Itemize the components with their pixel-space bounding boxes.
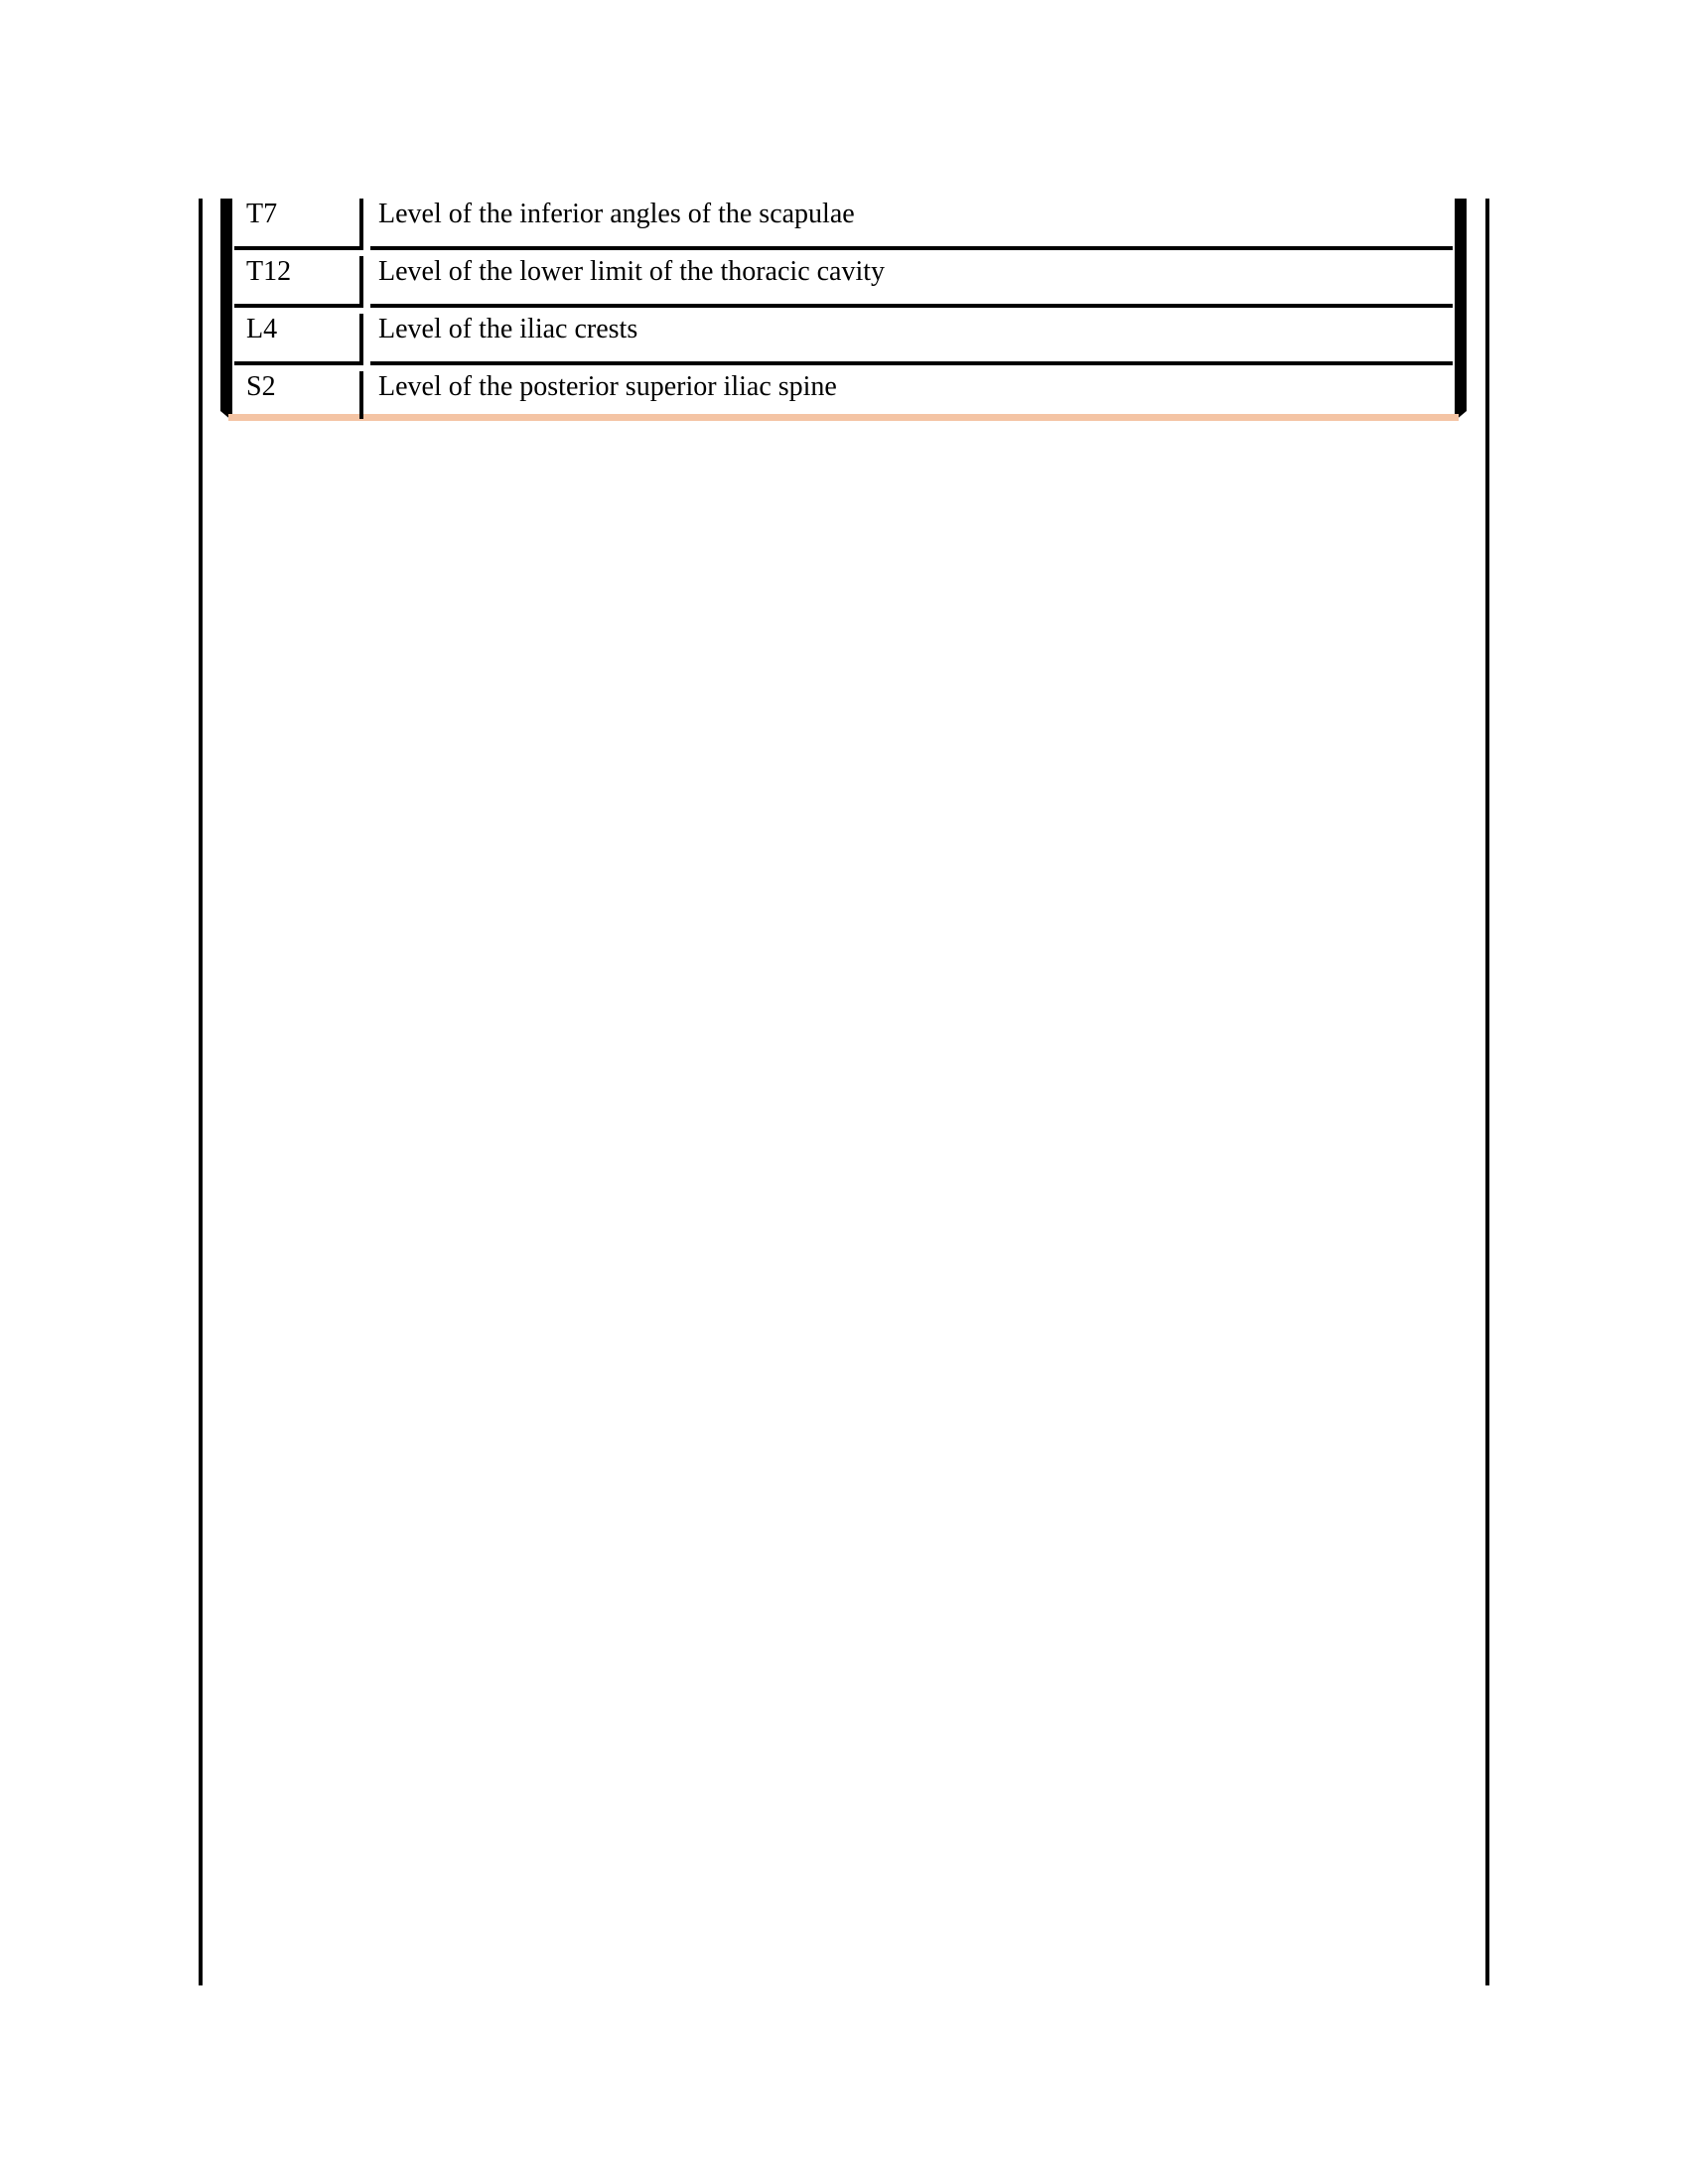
page-rule-right [1485,199,1489,1985]
description-text: Level of the inferior angles of the scapulae [378,199,855,229]
level-text: L4 [246,314,278,344]
level-cell [234,256,363,308]
table-row [234,314,1453,371]
level-text: T7 [246,199,278,229]
description-cell [370,256,1453,308]
level-text: T12 [246,256,292,287]
description-cell [370,314,1453,365]
description-text: Level of the posterior superior iliac spine [378,371,837,402]
level-text: S2 [246,371,276,402]
table-row [234,371,1453,429]
table-border-right [1455,199,1467,421]
description-text: Level of the lower limit of the thoracic cavity [378,256,886,287]
level-cell [234,199,363,250]
table-border-left [220,199,232,421]
table-row [234,199,1453,256]
description-cell [370,371,1453,419]
vertebral-levels-table [220,199,1467,421]
level-cell [234,314,363,365]
level-cell [234,371,363,419]
table-row [234,256,1453,314]
page-rule-left [199,199,203,1985]
description-cell [370,199,1453,250]
description-text: Level of the iliac crests [378,314,638,344]
table-body [234,199,1453,429]
